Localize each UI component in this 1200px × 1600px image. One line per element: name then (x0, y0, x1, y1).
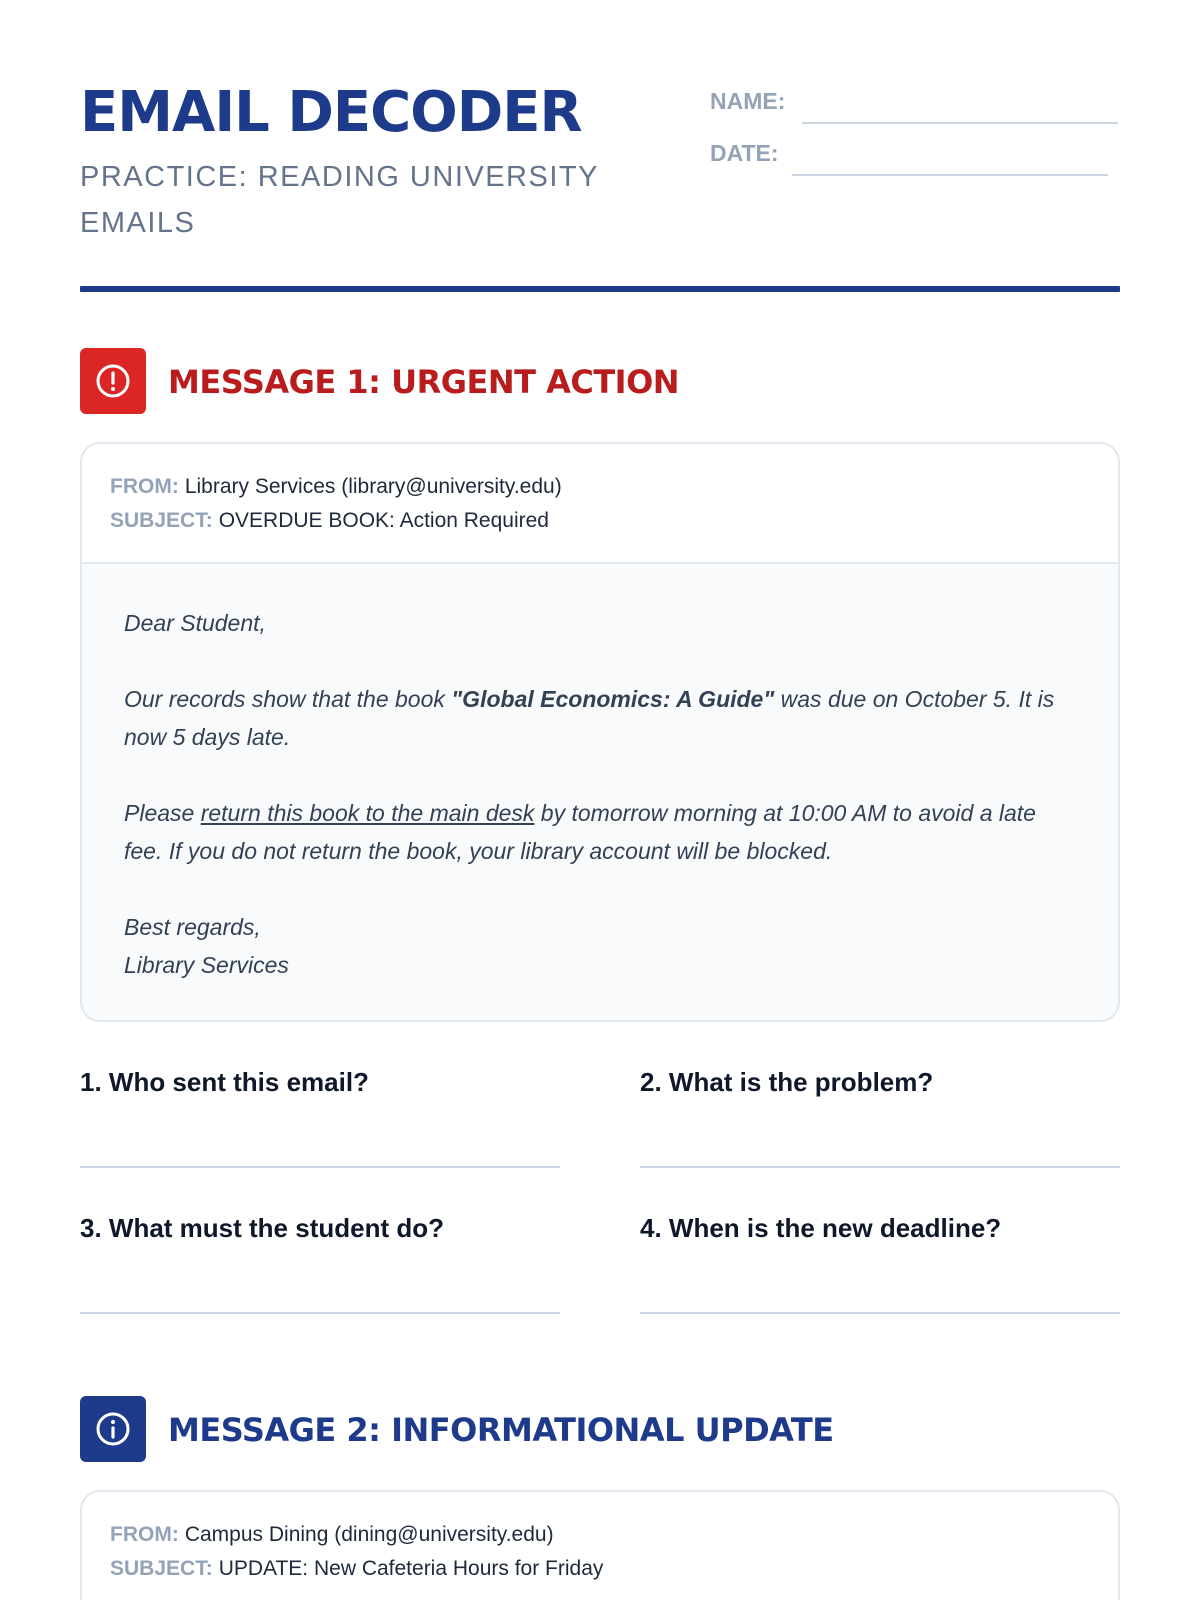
question-1 (80, 1064, 560, 1184)
date-line[interactable] (792, 174, 1108, 176)
date-field-row (710, 136, 1120, 176)
question-2 (640, 1064, 1120, 1184)
email-1-closing: Best regards, (124, 914, 261, 940)
email-1-signoff (124, 908, 1078, 984)
email-2-from-row (110, 1518, 1090, 1552)
email-1-body (82, 562, 1118, 1022)
email-1-from-value: Library Services (library@university.edu) (184, 475, 562, 498)
comprehension-questions (80, 1064, 1120, 1324)
name-label: NAME: (710, 88, 786, 114)
email-card-1 (80, 442, 1120, 1022)
question-1-text: 1. Who sent this email? (80, 1067, 369, 1097)
email-1-greeting: Dear Student, (124, 610, 266, 636)
subject-label: SUBJECT: (110, 1557, 213, 1580)
subject-label: SUBJECT: (110, 509, 213, 532)
worksheet-header (80, 80, 1120, 292)
p2-text-end: by tomorrow morning at 10:00 AM to avoid a late fee. If you do not return the book, your library account will be blocked. (124, 800, 1036, 864)
email-1-signature: Library Services (124, 952, 289, 978)
message-1-heading (80, 348, 1120, 414)
email-1-header (82, 444, 1118, 562)
page-title: EMAIL DECODER (80, 80, 582, 145)
info-circle-icon (80, 1396, 146, 1462)
email-1-subject-row (110, 504, 1090, 538)
email-1-from-row (110, 470, 1090, 504)
message-2-heading (80, 1396, 1120, 1462)
from-label: FROM: (110, 1523, 179, 1546)
from-label: FROM: (110, 475, 179, 498)
question-3 (80, 1210, 560, 1330)
answer-line-4[interactable] (640, 1312, 1120, 1314)
name-field-row (710, 84, 1120, 124)
p1-text-end: was due on October 5. It is now 5 days late. (124, 686, 1055, 750)
p2-text-start: Please (124, 800, 201, 826)
email-card-2 (80, 1490, 1120, 1600)
p1-text-start: Our records show that the book (124, 686, 452, 712)
question-4 (640, 1210, 1120, 1330)
answer-line-3[interactable] (80, 1312, 560, 1314)
email-2-from-value: Campus Dining (dining@university.edu) (184, 1523, 554, 1546)
message-2-title: MESSAGE 2: INFORMATIONAL UPDATE (168, 1411, 834, 1449)
alert-circle-icon (80, 348, 146, 414)
question-2-text: 2. What is the problem? (640, 1067, 934, 1097)
email-1-paragraph-2 (124, 794, 1078, 870)
page-subtitle: PRACTICE: READING UNIVERSITY EMAILS (80, 161, 599, 239)
book-title: "Global Economics: A Guide" (451, 686, 775, 712)
worksheet-page (80, 0, 1120, 1600)
email-1-subject-value: OVERDUE BOOK: Action Required (218, 509, 549, 532)
message-1-title: MESSAGE 1: URGENT ACTION (168, 363, 680, 401)
email-2-header (82, 1492, 1118, 1600)
header-divider (80, 286, 1120, 292)
answer-line-1[interactable] (80, 1166, 560, 1168)
email-2-subject-value: UPDATE: New Cafeteria Hours for Friday (218, 1557, 604, 1580)
answer-line-2[interactable] (640, 1166, 1120, 1168)
question-3-text: 3. What must the student do? (80, 1213, 444, 1243)
date-label: DATE: (710, 140, 779, 166)
name-line[interactable] (802, 122, 1118, 124)
email-2-subject-row (110, 1552, 1090, 1586)
key-action-underlined: return this book to the main desk (200, 800, 535, 826)
question-4-text: 4. When is the new deadline? (640, 1213, 1002, 1243)
email-1-paragraph-1 (124, 680, 1078, 756)
